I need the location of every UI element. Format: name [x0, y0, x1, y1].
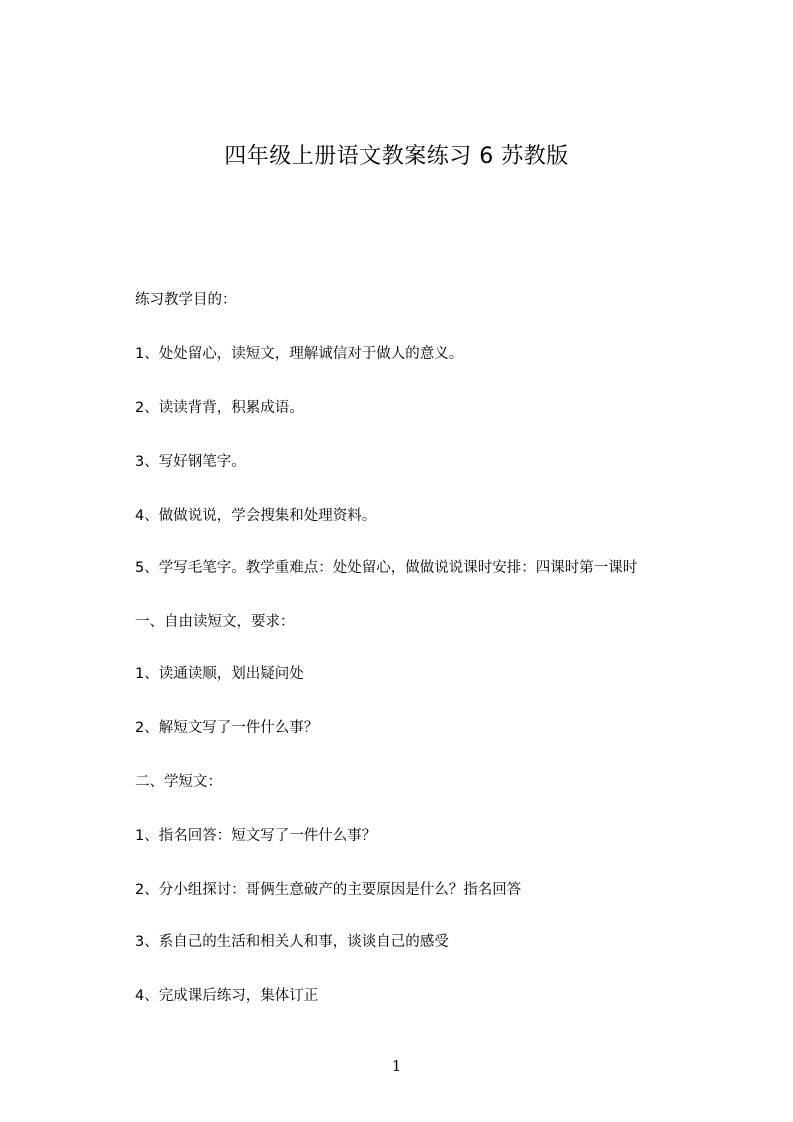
paragraph-section-two-item-2: 2、分小组探讨：哥俩生意破产的主要原因是什么？指名回答 — [135, 882, 522, 898]
paragraph-section-two-item-4: 4、完成课后练习，集体订正 — [135, 988, 319, 1004]
paragraph-objective-1: 1、处处留心，读短文，理解诚信对于做人的意义。 — [135, 346, 464, 362]
paragraph-objective-2: 2、读读背背，积累成语。 — [135, 400, 304, 416]
paragraph-section-one: 一、自由读短文，要求： — [135, 614, 295, 630]
paragraph-objective-3: 3、写好钢笔字。 — [135, 454, 246, 470]
document-title: 四年级上册语文教案练习 6 苏教版 — [224, 144, 569, 169]
paragraph-section-one-item-1: 1、读通读顺，划出疑问处 — [135, 666, 304, 682]
paragraph-objectives-heading: 练习教学目的： — [135, 292, 237, 308]
paragraph-section-two-item-1: 1、指名回答：短文写了一件什么事？ — [135, 828, 377, 844]
paragraph-section-two: 二、学短文： — [135, 774, 222, 790]
page-number: 1 — [391, 1057, 402, 1075]
paragraph-objective-4: 4、做做说说，学会搜集和处理资料。 — [135, 508, 377, 524]
paragraph-section-one-item-2: 2、解短文写了一件什么事？ — [135, 720, 319, 736]
paragraph-section-two-item-3: 3、系自己的生活和相关人和事，谈谈自己的感受 — [135, 934, 449, 950]
paragraph-objective-5: 5、学写毛笔字。教学重难点：处处留心，做做说说课时安排：四课时第一课时 — [135, 560, 638, 576]
